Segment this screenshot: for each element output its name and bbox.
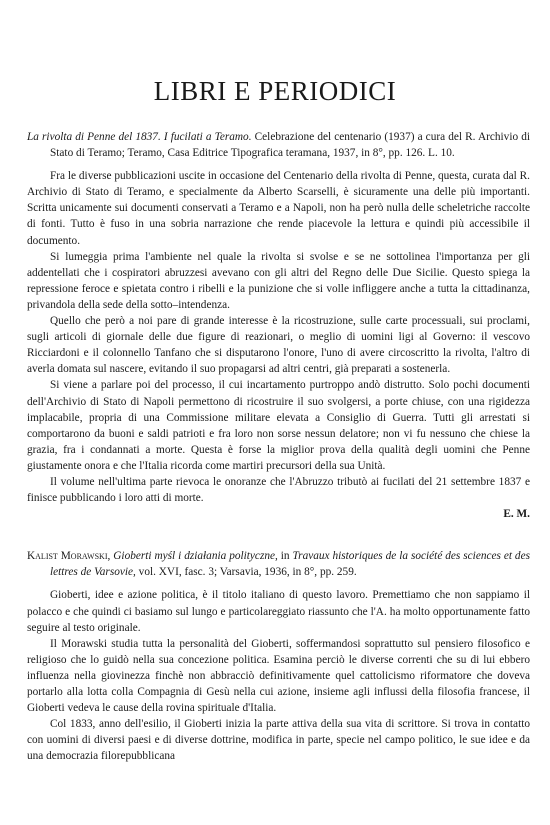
review-1-paragraph-2: Si lumeggia prima l'ambiente nel quale la rivolta si svolse e se ne sottolinea l'importanza per gli addentellati che i cospiratori abruzzesi avevano con gli altri del Regno delle Due Sicilie. Questo spiega la repressione feroce e spietata contro i ribelli e la punizione che si volle infliggere anche a tutta la cittadinanza, privandola della sede della sotto–intendenza. (27, 250, 530, 311)
page-title: LIBRI E PERIODICI (153, 76, 397, 106)
review-1-heading (27, 129, 530, 161)
review-2-book-title: Gioberti myśl i działania polityczne, (110, 550, 278, 563)
review-1-paragraph-1: Fra le diverse pubblicazioni uscite in occasione del Centenario della rivolta di Penne, questa, curata dal R. Archivio di Stato di Teramo, e specialmente da Alberto Scarselli, è sicuramente una delle più importanti. Scritta unicamente sui documenti conservati a Teramo e a Napoli, non ha però nulla delle scheletriche raccolte di fonti. Tutto è fuso in una sobria narrazione che rende piacevole la lettura e quindi più accessibile il documento. (27, 170, 530, 247)
review-2-heading (27, 548, 530, 580)
review-1-signature: E. M. (503, 508, 530, 521)
review-2-paragraph-1: Gioberti, idee e azione politica, è il titolo italiano di questo lavoro. Premettiamo che non sappiamo il polacco e che quindi ci basiamo sul lungo e particolareggiato riassunto che l'A. ha molto opportunamente fatto seguire al testo originale. (27, 589, 530, 634)
review-2-paragraph-3: Col 1833, anno dell'esilio, il Gioberti inizia la parte attiva della sua vita di scrittore. Si trova in contatto con uomini di diversi paesi e di diverse dottrine, modifica in parte, specie nel campo politico, le sue idee e da una democrazia filorepubblicana (27, 718, 530, 763)
review-1-bibliographic-info: Celebrazione del centenario (1937) a cura del R. Archivio di Stato di Teramo; Teramo, Casa Editrice Tipografica teramana, 1937, in 8°, pp. 126. L. 10. (50, 131, 530, 160)
review-2-author: Kalist Morawski, (27, 550, 111, 563)
reviews-body (27, 129, 530, 764)
review-2-paragraph-2: Il Morawski studia tutta la personalità del Gioberti, soffermandosi soprattutto sul pensiero filosofico e religioso che lo guidò nella sua concezione politica. Esamina perciò le diverse correnti che su di lui ebbero influenza nella giovinezza finchè non abbracciò definitivamente quel cattolicismo riformatore che doveva portarlo alla lotta colla Compagnia di Gesù nella cui azione, insieme agli influssi della filosofia francese, il Gioberti vedeva le cause della rovina spirituale d'Italia. (27, 637, 530, 715)
review-1-paragraph-4: Si viene a parlare poi del processo, il cui incartamento purtroppo andò distrutto. Solo pochi documenti dell'Archivio di Stato di Napoli permettono di ricostruire il suo svolgersi, a porte chiuse, con una rigidezza implacabile, propria di una Commissione militare elevata a Consiglio di Guerra. Tutti gli arrestati si comportarono da buoni e saldi patrioti e fra loro non sorse nessun delatore; non vi fu nessuno che chiese la grazia, fra i condannati a morte. Questa è forse la miglior prova della qualità degli uomini che Penne giustamente onora e che l'Italia ricorda come martiri precursori della sua Unità. (27, 379, 530, 472)
review-1-paragraph-5: Il volume nell'ultima parte rievoca le onoranze che l'Abruzzo tributò ai fucilati del 21 settembre 1837 e finisce pubblicando i loro atti di morte. (27, 475, 530, 505)
review-2-bibliographic-info: vol. XVI, fasc. 3; Varsavia, 1936, in 8°, pp. 259. (135, 566, 357, 579)
review-2-in: in (277, 550, 293, 563)
review-2-series-title: Travaux historiques de la société des sciences et des lettres de Varsovie, (50, 550, 530, 579)
review-1-paragraph-3: Quello che però a noi pare di grande interesse è la ricostruzione, sulle carte processuali, sui proclami, sugli articoli di giornale delle due figure di reazionari, o meglio di uomini ligi al Governo: il vescovo Ricciardoni e il colonnello Tanfano che si disputarono l'onore, l'uno di avere circoscritto la rivolta, l'altro di averla domata sul nascere, evitando il suo propagarsi ad altri centri, già preparati a sostenerla. (27, 315, 530, 376)
review-1-book-title: La rivolta di Penne del 1837. I fucilati a Teramo. (27, 131, 252, 143)
